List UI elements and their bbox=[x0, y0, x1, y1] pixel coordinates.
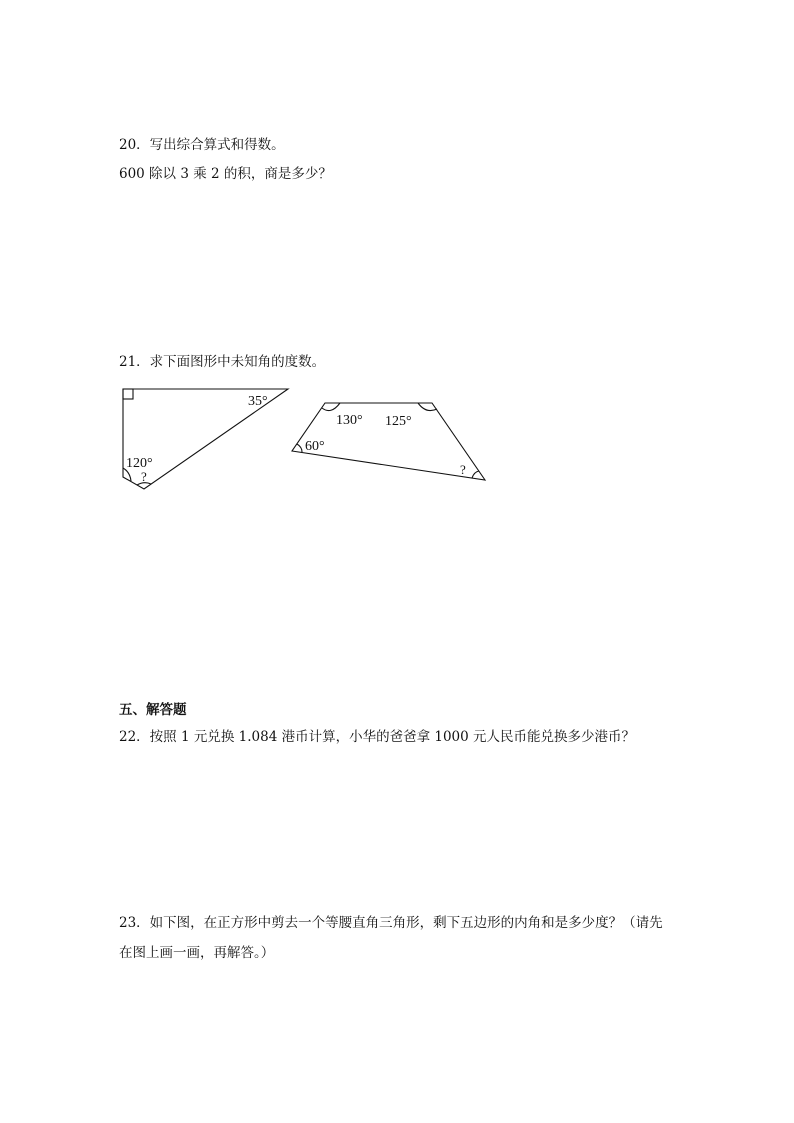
q23-line-2: 在图上画一画，再解答。） bbox=[119, 945, 275, 961]
fig2-angle-130: 130° bbox=[336, 413, 363, 428]
q22-text: 22．按照 1 元兑换 1.084 港币计算，小华的爸爸拿 1000 元人民币能兑换多少港币？ bbox=[119, 729, 636, 745]
q20-title: 20．写出综合算式和得数。 bbox=[119, 137, 285, 153]
angle-arc-unknown bbox=[472, 471, 479, 478]
fig2-unknown: ? bbox=[460, 462, 466, 477]
figure-1-shape bbox=[123, 389, 288, 489]
fig2-angle-125: 125° bbox=[385, 414, 412, 429]
figure-2-shape bbox=[292, 403, 485, 480]
angle-arc-125 bbox=[418, 403, 437, 411]
angle-arc-left bbox=[123, 468, 131, 481]
fig1-unknown: ? bbox=[141, 469, 147, 484]
fig2-angle-60: 60° bbox=[305, 439, 325, 454]
q21-title: 21．求下面图形中未知角的度数。 bbox=[119, 354, 326, 370]
fig1-top-angle: 35° bbox=[248, 394, 268, 409]
q20-body: 600 除以 3 乘 2 的积，商是多少？ bbox=[119, 166, 332, 182]
angle-arc-130 bbox=[322, 403, 340, 411]
angle-arc-bottom bbox=[137, 483, 151, 485]
q23-line-1: 23．如下图，在正方形中剪去一个等腰直角三角形，剩下五边形的内角和是多少度？（请先 bbox=[119, 915, 663, 931]
fig1-left-angle: 120° bbox=[126, 456, 153, 471]
section-heading: 五、解答题 bbox=[119, 702, 187, 718]
angle-arc-60 bbox=[297, 444, 302, 452]
right-angle-marker bbox=[123, 389, 133, 399]
